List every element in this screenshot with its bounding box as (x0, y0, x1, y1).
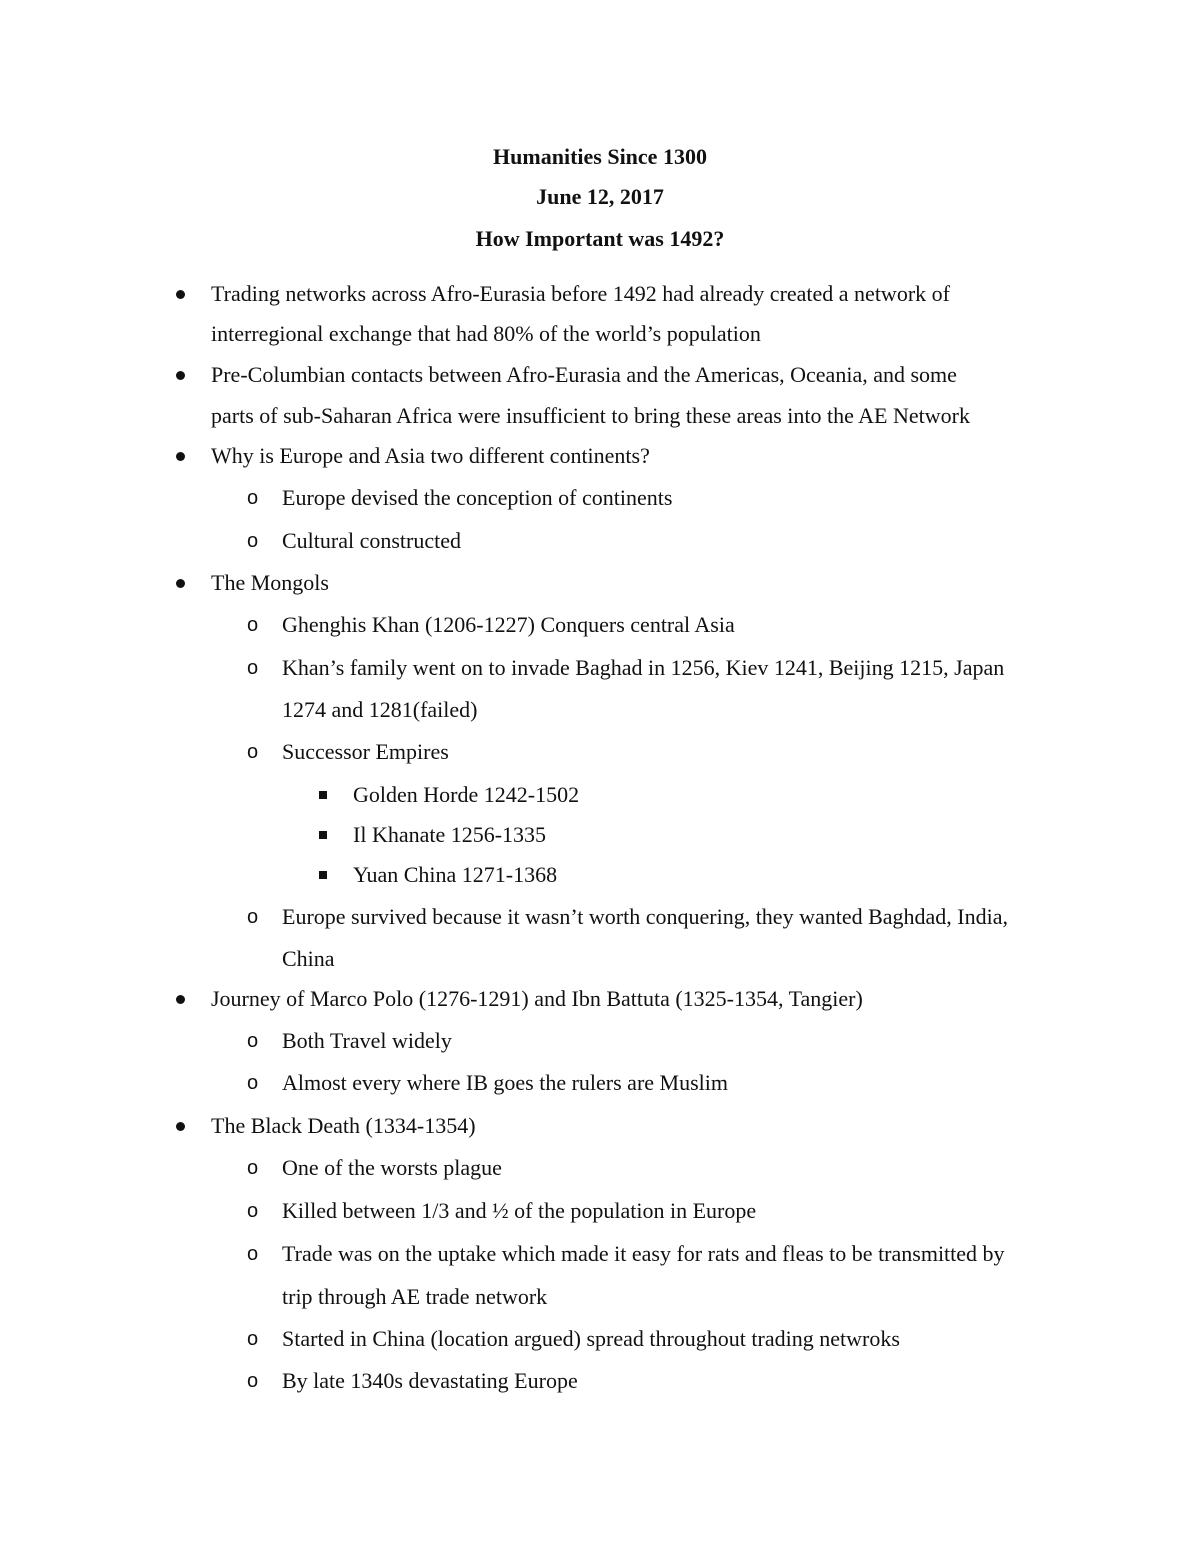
note-line: 1274 and 1281(failed) (282, 697, 478, 722)
note-line: Europe survived because it wasn’t worth conquering, they wanted Baghdad, India, (282, 904, 1008, 929)
sub-bullet-icon: o (247, 657, 259, 679)
sub-bullet-icon: o (247, 741, 259, 763)
sub-bullet-icon: o (247, 1072, 259, 1094)
note-line: Ghenghis Khan (1206-1227) Conquers central Asia (282, 612, 735, 637)
note-line: The Black Death (1334-1354) (211, 1113, 476, 1138)
note-line: Successor Empires (282, 739, 449, 764)
note-line: Yuan China 1271-1368 (353, 862, 558, 887)
note-line: interregional exchange that had 80% of the world’s population (211, 321, 761, 346)
sub-bullet-icon: o (247, 614, 259, 636)
sub-bullet-icon: o (247, 1370, 259, 1392)
note-line: Both Travel widely (282, 1028, 452, 1053)
note-line: Cultural constructed (282, 528, 462, 553)
note-line: Trade was on the uptake which made it easy for rats and fleas to be transmitted by (282, 1241, 1005, 1266)
sub-bullet-icon: o (247, 487, 259, 509)
sub-bullet-icon: o (247, 530, 259, 552)
note-line: The Mongols (211, 570, 329, 595)
note-line: Pre-Columbian contacts between Afro-Eurasia and the Americas, Oceania, and some (211, 362, 957, 387)
note-line: Europe devised the conception of continents (282, 485, 673, 510)
bullet-icon (176, 442, 188, 470)
bullet-icon (176, 361, 188, 389)
sub-bullet-icon: o (247, 1200, 259, 1222)
lecture-topic: How Important was 1492? (475, 226, 725, 251)
note-line: Khan’s family went on to invade Baghad in 1256, Kiev 1241, Beijing 1215, Japan (282, 655, 1005, 680)
sub-bullet-icon: o (247, 1030, 259, 1052)
bullet-icon (176, 1112, 188, 1140)
sub-bullet-icon: o (247, 1243, 259, 1265)
note-line: One of the worsts plague (282, 1155, 502, 1180)
sub-bullet-icon: o (247, 1157, 259, 1179)
note-line: Journey of Marco Polo (1276-1291) and Ibn Battuta (1325-1354, Tangier) (211, 986, 863, 1011)
note-line: trip through AE trade network (282, 1284, 548, 1309)
note-line: Trading networks across Afro-Eurasia before 1492 had already created a network of (211, 281, 950, 306)
note-line: Why is Europe and Asia two different continents? (211, 443, 650, 468)
course-title: Humanities Since 1300 (493, 144, 707, 169)
note-line: China (282, 946, 335, 971)
note-line: parts of sub-Saharan Africa were insufficient to bring these areas into the AE Network (211, 403, 970, 428)
lecture-date: June 12, 2017 (536, 184, 664, 209)
square-bullet-icon (319, 861, 329, 889)
note-line: By late 1340s devastating Europe (282, 1368, 578, 1393)
note-line: Almost every where IB goes the rulers are Muslim (282, 1070, 728, 1095)
bullet-icon (176, 280, 188, 308)
note-line: Started in China (location argued) spread throughout trading netwroks (282, 1326, 900, 1351)
bullet-icon (176, 569, 188, 597)
sub-bullet-icon: o (247, 906, 259, 928)
sub-bullet-icon: o (247, 1328, 259, 1350)
square-bullet-icon (319, 821, 329, 849)
bullet-icon (176, 985, 188, 1013)
note-line: Il Khanate 1256-1335 (353, 822, 547, 847)
note-line: Killed between 1/3 and ½ of the population in Europe (282, 1198, 757, 1223)
note-line: Golden Horde 1242-1502 (353, 782, 580, 807)
square-bullet-icon (319, 781, 329, 809)
